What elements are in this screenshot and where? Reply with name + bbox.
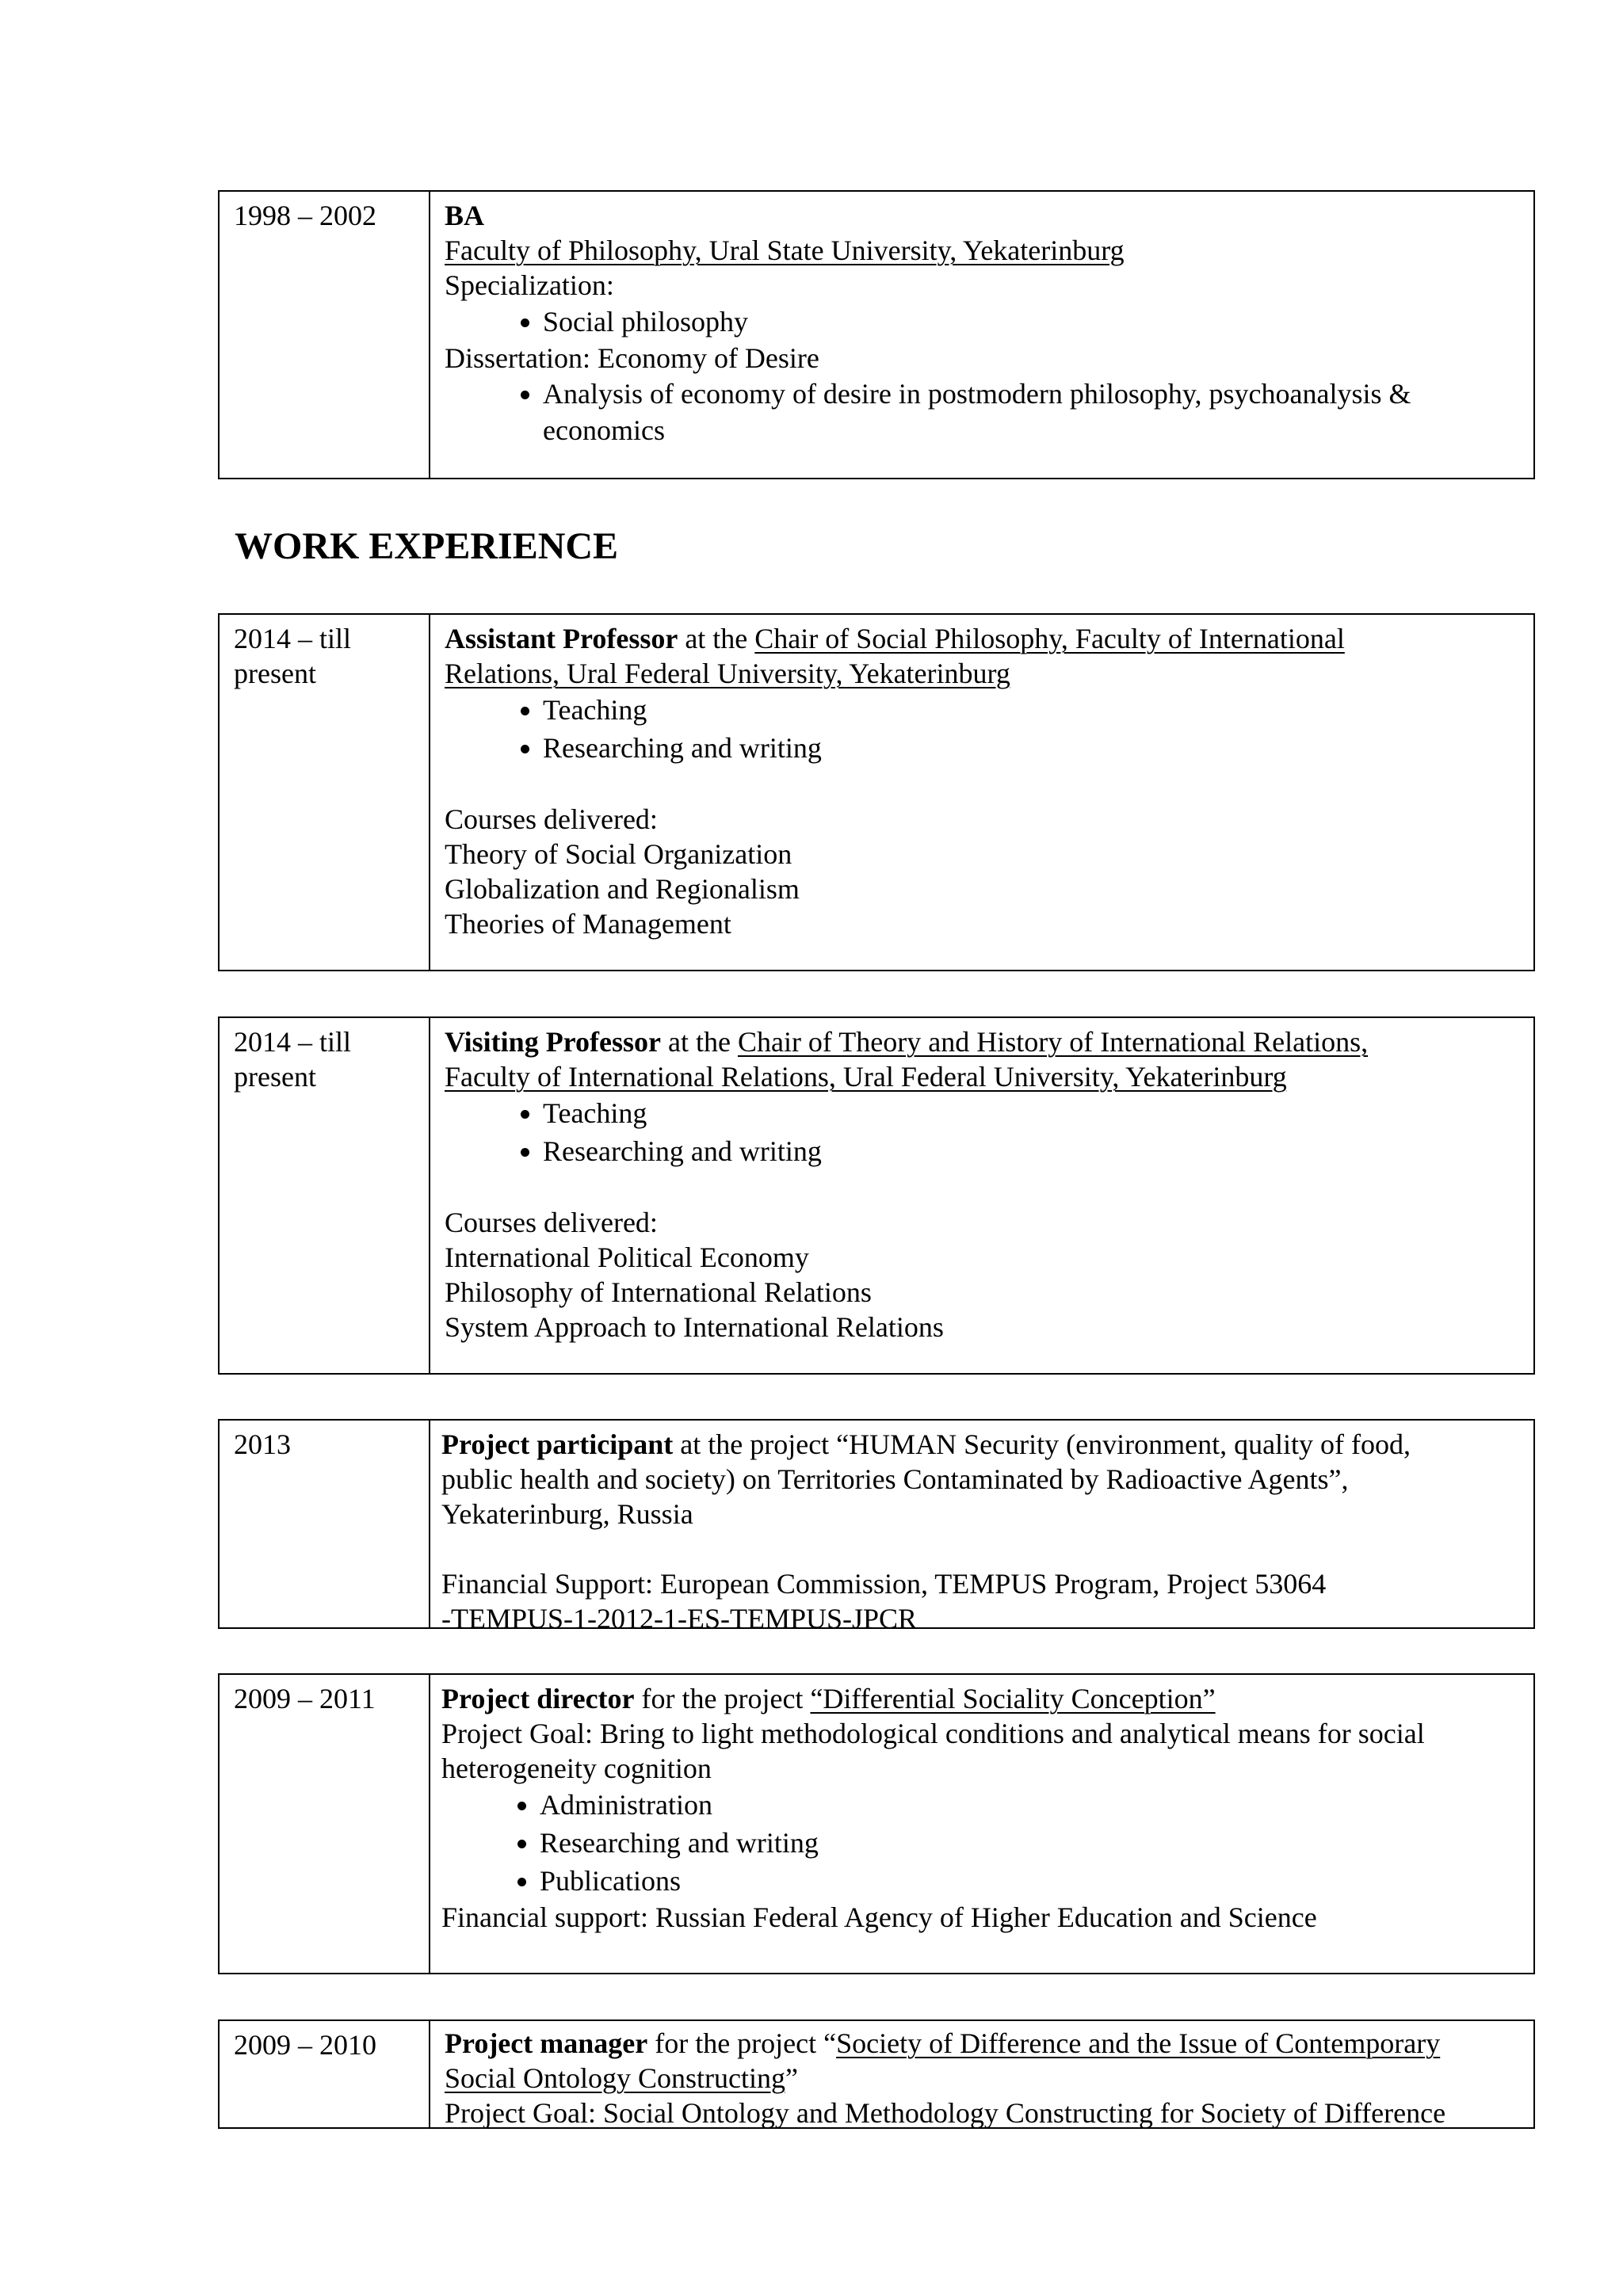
entry-body: Project manager for the project “Society of Difference and the Issue of Contemporary Social Ontology Constructing” Project Goal: Social Ontology and Methodology Constructing for Society of Difference — [430, 2021, 1533, 2127]
duty-list — [445, 1094, 1519, 1170]
organization: Relations, Ural Federal University, Yekaterinburg — [445, 658, 1010, 689]
project-goal: Project Goal: Bring to light methodological conditions and analytical means for social — [441, 1718, 1425, 1749]
entry-date: 2009 – 2010 — [220, 2021, 430, 2127]
entry-body: Visiting Professor at the Chair of Theory and History of International Relations, Faculty of International Relations, Ural Federal University, Yekaterinburg • Teaching • Researching and writing Courses delivered: International Political Economy Philosophy of International Relations System Approach to International Relations — [430, 1018, 1533, 1373]
duty-list — [441, 1786, 1519, 1900]
project-goal: heterogeneity cognition — [441, 1753, 712, 1784]
entry-date: 1998 – 2002 — [220, 192, 430, 478]
work-entry — [218, 1016, 1535, 1375]
dissertation: Dissertation: Economy of Desire — [445, 342, 819, 374]
entry-body: Assistant Professor at the Chair of Social Philosophy, Faculty of International Relations, Ural Federal University, Yekaterinburg • Teaching • Researching and writing Courses delivered: Theory of Social Organization Globalization and Regionalism Theories of Management — [430, 615, 1533, 970]
funding: Financial Support: European Commission, TEMPUS Program, Project 53064 — [441, 1568, 1327, 1600]
work-entry — [218, 1673, 1535, 1974]
specialization-list — [445, 303, 1519, 341]
degree: BA — [445, 200, 485, 231]
list-item: • Publications — [540, 1862, 1519, 1900]
course: Theories of Management — [445, 908, 731, 940]
course: System Approach to International Relations — [445, 1311, 944, 1343]
institution: Faculty of Philosophy, Ural State University, Yekaterinburg — [445, 235, 1125, 266]
work-entry — [218, 2019, 1535, 2129]
list-item: • Teaching — [543, 691, 1519, 729]
organization: Chair of Social Philosophy, Faculty of International — [754, 623, 1345, 654]
entry-date: 2009 – 2011 — [220, 1675, 430, 1973]
duty-list — [445, 691, 1519, 767]
organization: Chair of Theory and History of International Relations, — [737, 1026, 1369, 1058]
courses-label: Courses delivered: — [445, 803, 658, 835]
funding: -TEMPUS-1-2012-1-ES-TEMPUS-JPCR — [441, 1603, 918, 1634]
role: Assistant Professor — [445, 623, 678, 654]
dissertation-list — [445, 376, 1519, 448]
project-goal: Project Goal: Social Ontology and Methodology Constructing for Society of Difference — [445, 2097, 1446, 2129]
entry-date: 2014 – till present — [220, 615, 430, 970]
entry-body — [430, 192, 1533, 478]
entry-body: Project participant at the project “HUMAN Security (environment, quality of food, public health and society) on Territories Contaminated by Radioactive Agents”, Yekaterinburg, Russia Financial Support: European Commission, TEMPUS Program, Project 53064 -TEMPUS-1-2012-1-ES-TEMPUS-JPCR — [430, 1421, 1533, 1627]
role: Project participant — [441, 1428, 674, 1460]
project-name: “Differential Sociality Conception” — [810, 1683, 1216, 1714]
education-entry — [218, 190, 1535, 479]
organization: Faculty of International Relations, Ural Federal University, Yekaterinburg — [445, 1061, 1287, 1093]
entry-body: Project director for the project “Differential Sociality Conception” Project Goal: Bring to light methodological conditions and analytical means for social heterogeneity cognition • Administration • Researching and writing • Publications Financial support: Russian Federal Agency of Higher Education and Science — [430, 1675, 1533, 1973]
funding: Financial support: Russian Federal Agency of Higher Education and Science — [441, 1901, 1317, 1933]
project-name: Society of Difference and the Issue of Contemporary — [836, 2027, 1441, 2059]
list-item: • Researching and writing — [540, 1824, 1519, 1862]
entry-date: 2013 — [220, 1421, 430, 1627]
list-item: • Teaching — [543, 1094, 1519, 1132]
courses-label: Courses delivered: — [445, 1207, 658, 1238]
work-entry — [218, 613, 1535, 971]
section-title: WORK EXPERIENCE — [235, 525, 619, 567]
course: Theory of Social Organization — [445, 838, 792, 870]
list-item: • Researching and writing — [543, 1132, 1519, 1170]
role: Project director — [441, 1683, 635, 1714]
list-item: • Administration — [540, 1786, 1519, 1824]
specialization-label: Specialization: — [445, 269, 614, 301]
course: International Political Economy — [445, 1241, 809, 1273]
role: Project manager — [445, 2027, 648, 2059]
role: Visiting Professor — [445, 1026, 661, 1058]
project-name: Social Ontology Constructing — [445, 2062, 785, 2094]
list-item: • Researching and writing — [543, 729, 1519, 767]
course: Philosophy of International Relations — [445, 1276, 872, 1308]
list-item: • Analysis of economy of desire in postmodern philosophy, psychoanalysis & economics — [543, 376, 1519, 448]
entry-date: 2014 – till present — [220, 1018, 430, 1373]
course: Globalization and Regionalism — [445, 873, 800, 905]
work-entry — [218, 1419, 1535, 1634]
list-item: • Social philosophy — [543, 303, 1519, 341]
